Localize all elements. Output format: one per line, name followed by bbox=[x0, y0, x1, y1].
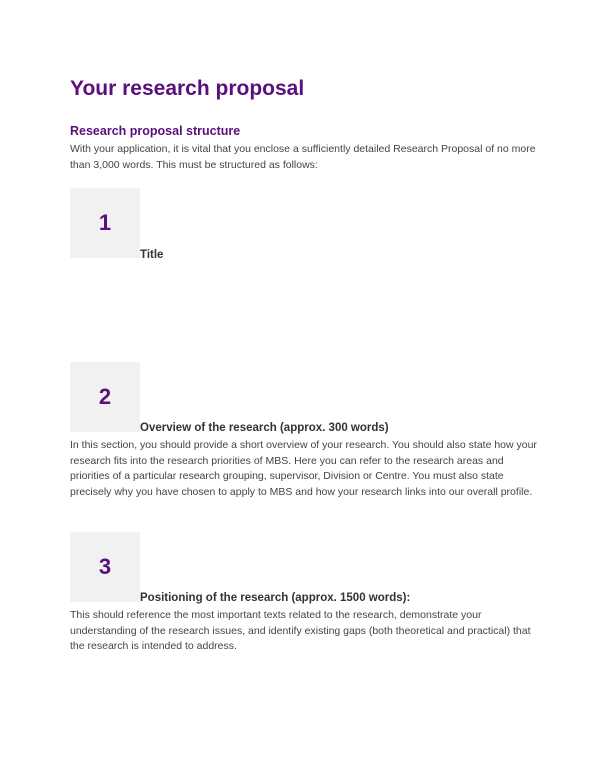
section-number-box-1: 1 bbox=[70, 188, 140, 258]
page-title: Your research proposal bbox=[70, 77, 305, 100]
section-title-2: Overview of the research (approx. 300 words) bbox=[140, 422, 389, 434]
section-body-3: This should reference the most important texts related to the research, demonstrate your understanding of the research issues, and identify existing gaps (both theoretical and practical) that the research is intended to address. bbox=[70, 609, 531, 652]
section-body-2: In this section, you should provide a short overview of your research. You should also state how your research fits into the research priorities of MBS. Here you can refer to the research areas and priorities of a particular research grouping, supervisor, Division or Centre. You must also state precisely why you have chosen to apply to MBS and how your research links into our overall profile. bbox=[70, 439, 537, 498]
section-title-3: Positioning of the research (approx. 1500 words): bbox=[140, 592, 411, 604]
section-title-1: Title bbox=[140, 249, 164, 261]
section-subheading: Research proposal structure bbox=[70, 124, 241, 138]
intro-paragraph: With your application, it is vital that you enclose a sufficiently detailed Research Proposal of no more than 3,000 words. This must be structured as follows: bbox=[70, 143, 536, 171]
section-number-box-3: 3 bbox=[70, 532, 140, 602]
section-number-box-2: 2 bbox=[70, 362, 140, 432]
